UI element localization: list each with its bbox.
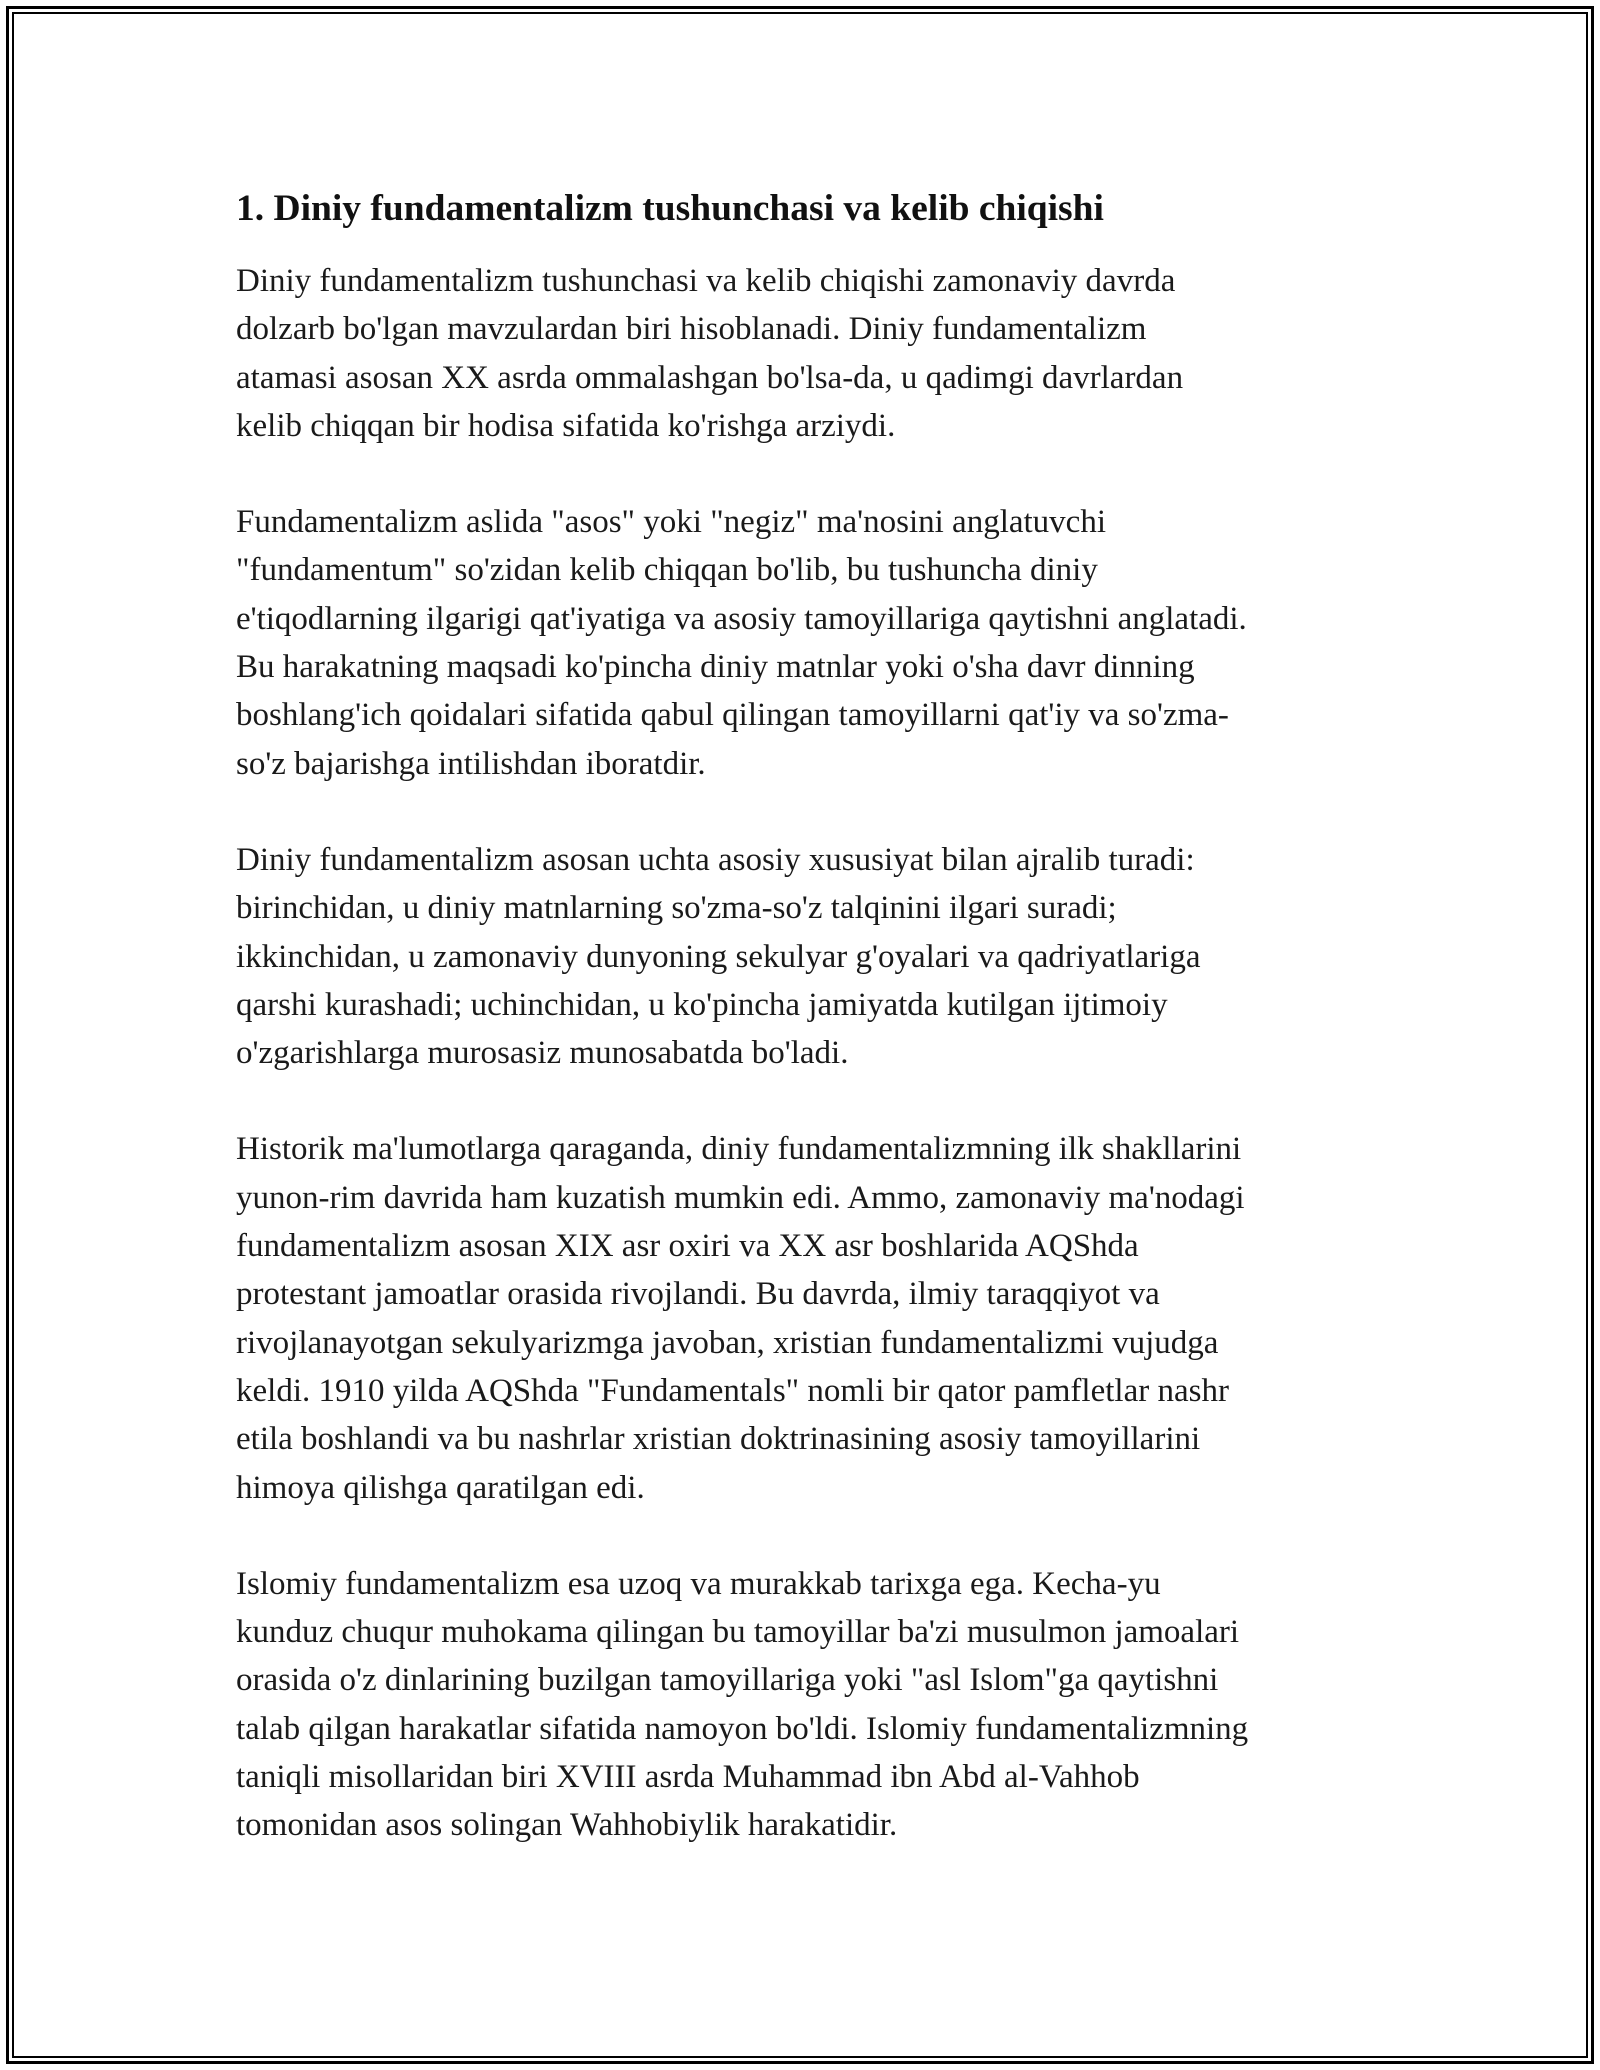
text-line: Islomiy fundamentalizm esa uzoq va murakkab tarixga ega. Kecha-yu: [236, 1565, 1161, 1602]
text-line: "fundamentum" so'zidan kelib chiqqan bo'lib, bu tushuncha diniy: [236, 552, 1098, 589]
text-line: fundamentalizm asosan XIX asr oxiri va XX asr boshlarida AQShda: [236, 1228, 1139, 1265]
text-line: himoya qilishga qaratilgan edi.: [236, 1469, 645, 1506]
paragraph-5: [236, 1560, 1366, 1850]
section-heading: 1. Diniy fundamentalizm tushunchasi va kelib chiqishi: [236, 188, 1104, 229]
text-line: protestant jamoatlar orasida rivojlandi. Bu davrda, ilmiy taraqqiyot va: [236, 1276, 1160, 1313]
text-line: Fundamentalizm aslida "asos" yoki "negiz" ma'nosini anglatuvchi: [236, 504, 1106, 541]
text-line: taniqli misollaridan biri XVIII asrda Muhammad ibn Abd al-Vahhob: [236, 1759, 1140, 1796]
text-line: kunduz chuqur muhokama qilingan bu tamoyillar ba'zi musulmon jamoalari: [236, 1614, 1240, 1651]
paragraph-2: [236, 498, 1366, 788]
text-line: atamasi asosan XX asrda ommalashgan bo'lsa-da, u qadimgi davrlardan: [236, 359, 1184, 396]
text-line: o'zgarishlarga murosasiz munosabatda bo'ladi.: [236, 1035, 849, 1072]
text-line: yunon-rim davrida ham kuzatish mumkin edi. Ammo, zamonaviy ma'nodagi: [236, 1179, 1245, 1216]
text-line: Diniy fundamentalizm tushunchasi va kelib chiqishi zamonaviy davrda: [236, 263, 1176, 299]
text-line: etila boshlandi va bu nashrlar xristian doktrinasining asosiy tamoyillarini: [236, 1421, 1201, 1458]
text-line: Bu harakatning maqsadi ko'pincha diniy matnlar yoki o'sha davr dinning: [236, 649, 1195, 686]
document-body: [236, 185, 1366, 1898]
text-line: Diniy fundamentalizm asosan uchta asosiy xususiyat bilan ajralib turadi:: [236, 841, 1195, 878]
text-line: kelib chiqqan bir hodisa sifatida ko'rishga arziydi.: [236, 407, 896, 444]
text-line: qarshi kurashadi; uchinchidan, u ko'pincha jamiyatda kutilgan ijtimoiy: [236, 986, 1168, 1023]
paragraph-1: [236, 257, 1366, 450]
text-line: ikkinchidan, u zamonaviy dunyoning sekulyar g'oyalari va qadriyatlariga: [236, 938, 1201, 975]
text-line: dolzarb bo'lgan mavzulardan biri hisoblanadi. Diniy fundamentalizm: [236, 311, 1147, 348]
text-line: rivojlanayotgan sekulyarizmga javoban, xristian fundamentalizmi vujudga: [236, 1324, 1219, 1361]
text-line: boshlang'ich qoidalari sifatida qabul qilingan tamoyillarni qat'iy va so'zma-: [236, 697, 1229, 734]
text-line: keldi. 1910 yilda AQShda "Fundamentals" nomli bir qator pamfletlar nashr: [236, 1372, 1229, 1409]
text-line: orasida o'z dinlarining buzilgan tamoyillariga yoki "asl Islom"ga qaytishni: [236, 1662, 1219, 1699]
text-line: so'z bajarishga intilishdan iboratdir.: [236, 745, 706, 782]
paragraph-3: [236, 836, 1366, 1077]
text-line: e'tiqodlarning ilgarigi qat'iyatiga va asosiy tamoyillariga qaytishni anglatadi.: [236, 600, 1247, 637]
text-line: talab qilgan harakatlar sifatida namoyon bo'ldi. Islomiy fundamentalizmning: [236, 1710, 1249, 1747]
text-line: birinchidan, u diniy matnlarning so'zma-so'z talqinini ilgari suradi;: [236, 890, 1117, 927]
text-line: tomonidan asos solingan Wahhobiylik harakatidir.: [236, 1807, 898, 1844]
text-line: Historik ma'lumotlarga qaraganda, diniy fundamentalizmning ilk shakllarini: [236, 1131, 1242, 1168]
paragraph-4: [236, 1125, 1366, 1511]
